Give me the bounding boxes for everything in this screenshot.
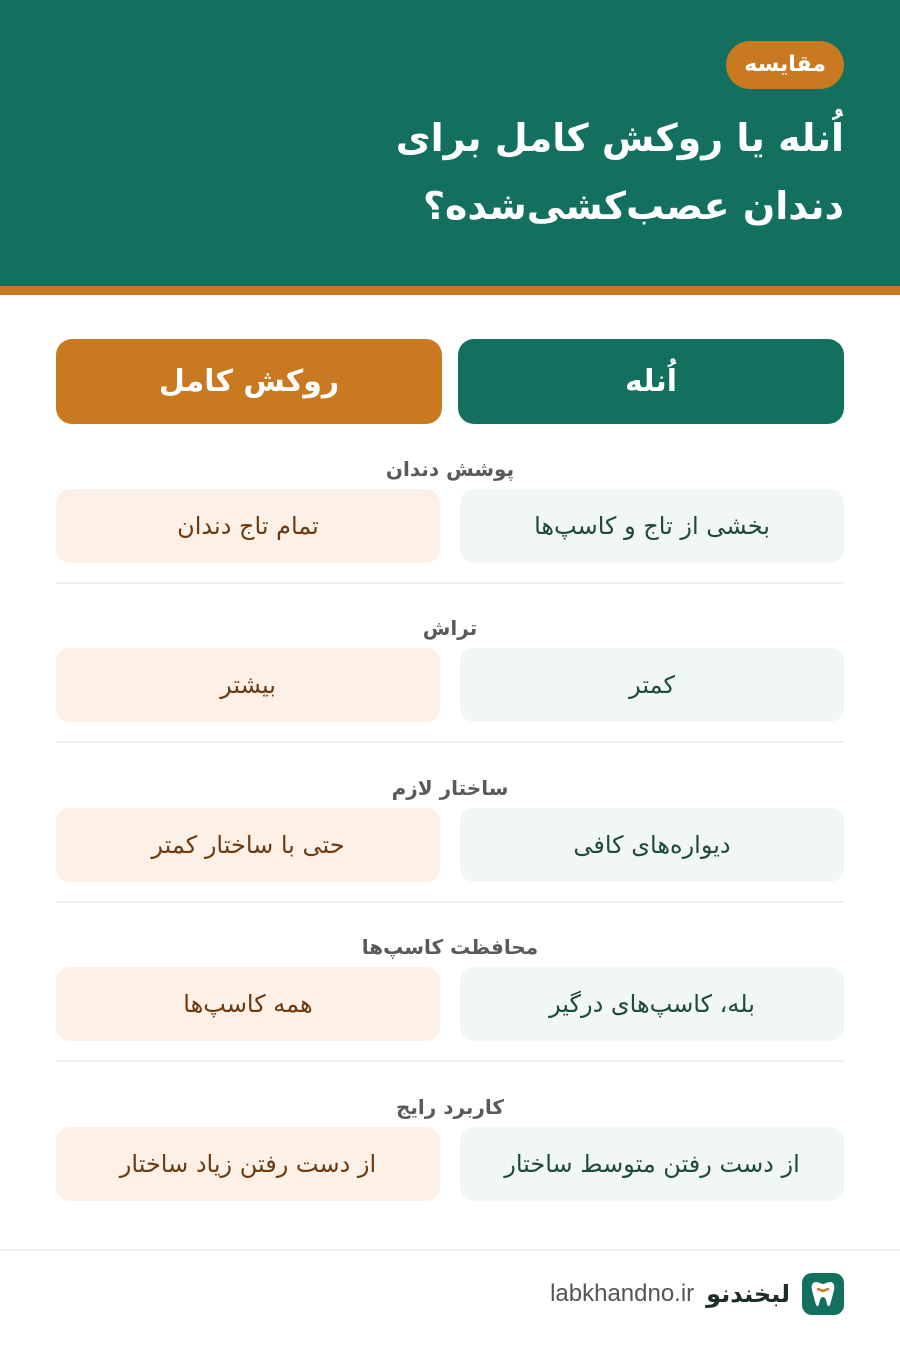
row-label: پوشش دندان (385, 457, 515, 481)
comparison-row (56, 768, 844, 928)
comparison-row (56, 927, 844, 1087)
footer-divider (0, 1249, 900, 1251)
category-badge: مقایسه (726, 41, 844, 89)
crown-value: حتی با ساختار کمتر (56, 808, 440, 882)
onlay-value: دیواره‌های کافی (460, 808, 844, 882)
crown-value: تمام تاج دندان (56, 489, 440, 563)
column-header-full-crown: روکش کامل (56, 339, 442, 424)
comparison-row (56, 608, 844, 768)
onlay-value: از دست رفتن متوسط ساختار (460, 1127, 844, 1201)
crown-value: همه کاسپ‌ها (56, 967, 440, 1041)
onlay-value: کمتر (460, 648, 844, 722)
onlay-value: بخشی از تاج و کاسپ‌ها (460, 489, 844, 563)
row-label: کاربرد رایج (395, 1095, 505, 1119)
column-header-onlay: اُنله (458, 339, 844, 424)
row-label: تراش (422, 616, 478, 640)
row-divider (56, 1060, 844, 1062)
footer-brand (550, 1272, 844, 1316)
tooth-icon (802, 1273, 844, 1315)
row-label: محافظت کاسپ‌ها (361, 935, 539, 959)
crown-value: از دست رفتن زیاد ساختار (56, 1127, 440, 1201)
brand-url[interactable]: labkhandno.ir (550, 1280, 695, 1307)
page-title: اُنله یا روکش کامل برای دندان عصب‌کشی‌شده؟ (395, 116, 844, 228)
row-divider (56, 741, 844, 743)
header-accent-stripe (0, 286, 900, 295)
onlay-value: بله، کاسپ‌های درگیر (460, 967, 844, 1041)
crown-value: بیشتر (56, 648, 440, 722)
row-divider (56, 582, 844, 584)
row-label: ساختار لازم (391, 776, 509, 800)
row-divider (56, 901, 844, 903)
brand-name: لبخندنو (706, 1280, 790, 1308)
comparison-row (56, 1087, 844, 1247)
comparison-row (56, 449, 844, 609)
